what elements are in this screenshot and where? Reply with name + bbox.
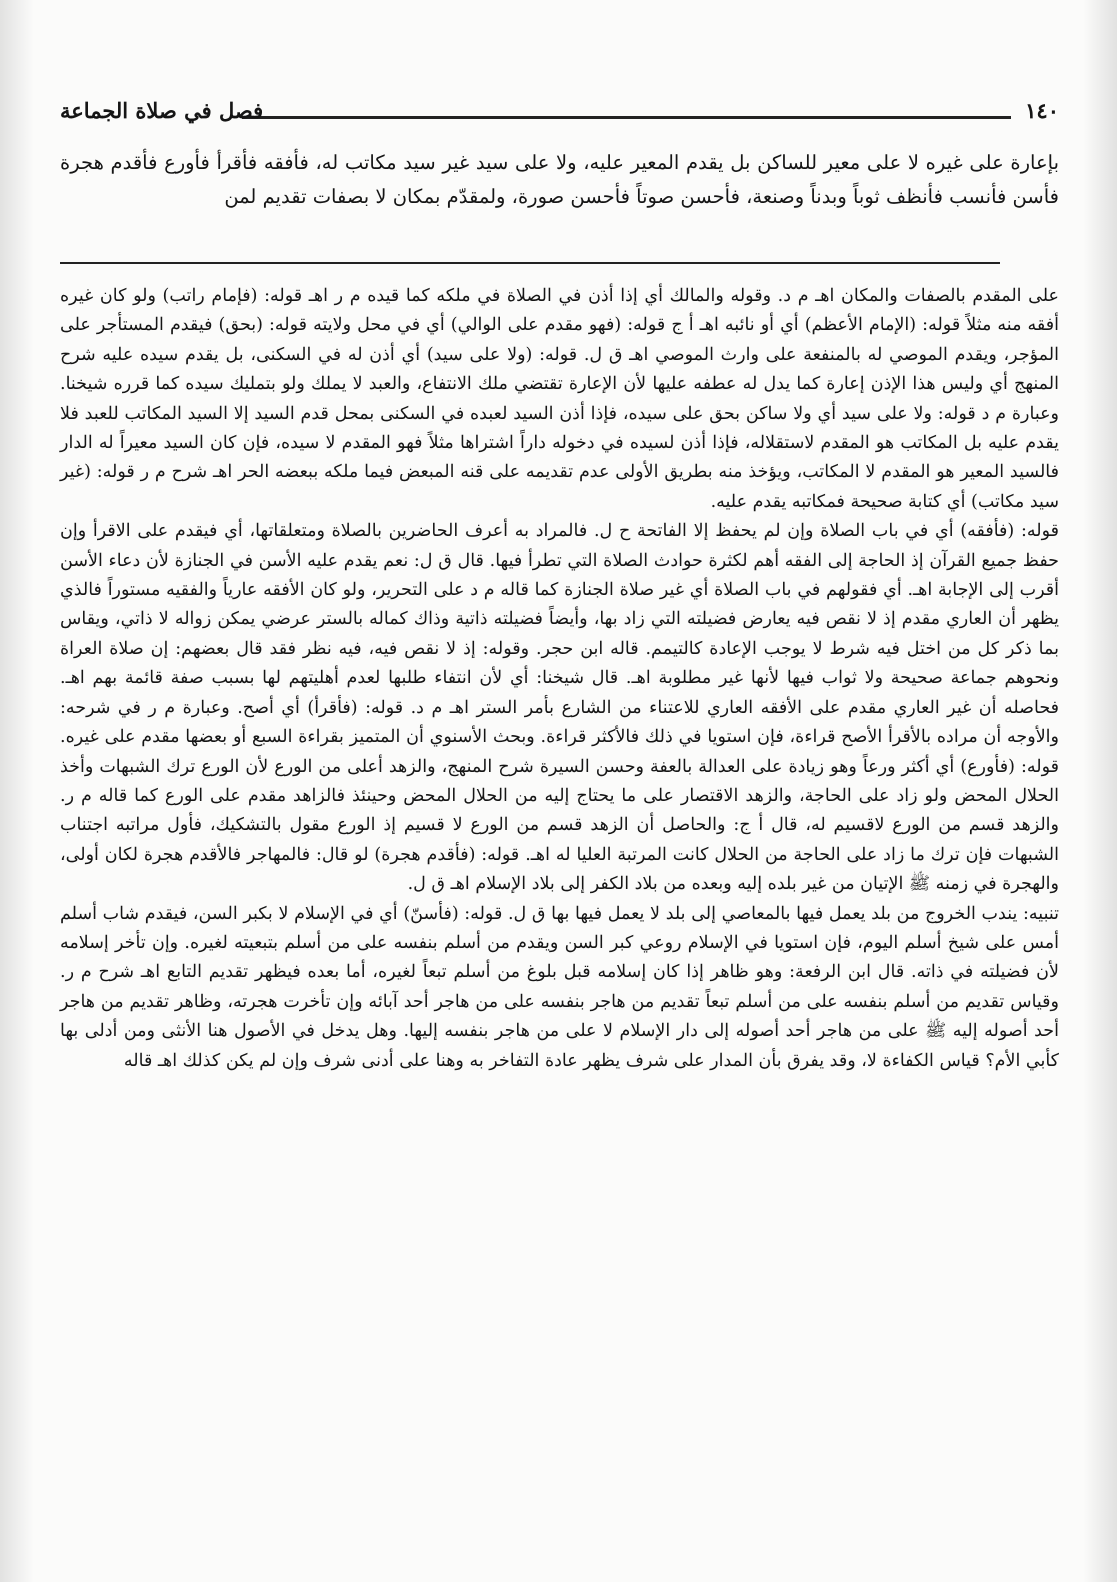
commentary-paragraph-1: على المقدم بالصفات والمكان اهـ م د. وقوله والمالك أي إذا أذن في الصلاة في ملكه كما قيده م ر اهـ قوله: (فإمام راتب) ولو كان غيره أفقه منه مثلاً قوله: (الإمام الأعظم) أي أو نائبه اهـ أ ج قوله: (فهو مقدم على الوالي) أي في محل ولايته قوله: (بحق) فيقدم المستأجر على المؤجر، ويقدم الموصي له بالمنفعة على وارث الموصي اهـ ق ل. قوله: (ولا على سيد) أي أذن له في السكنى، بل يقدم سيده عليه شرح المنهج أي وليس هذا الإذن إعارة كما يدل له عطفه عليها لأن الإعارة تقتضي ملك الانتفاع، والعبد لا يملك ولو بتمليك سيده كما قرره شيخنا. وعبارة م د قوله: ولا على سيد أي ولا ساكن بحق على سيده، فإذا أذن السيد لعبده في السكنى بمحل قدم السيد إلا السيد المكاتب للعبد فلا يقدم عليه بل المكاتب هو المقدم لاستقلاله، فإذا أذن لسيده في دخوله داراً اشتراها مثلاً فهو المقدم لا سيده، فإن كان السيد معيراً له الدار فالسيد المعير هو المقدم لا المكاتب، ويؤخذ منه بطريق الأولى عدم تقديمه على قنه المبعض فيما ملكه ببعضه الحر اهـ شرح م ر قوله: (غير سيد مكاتب) أي كتابة صحيحة فمكاتبه يقدم عليه. (60, 286, 1059, 512)
running-title: فصل في صلاة الجماعة (60, 98, 264, 123)
main-text-paragraph: بإعارة على غيره لا على معير للساكن بل يقدم المعير عليه، ولا على سيد غير سيد مكاتب له، فأفقه فأقرأ فأورع فأقدم هجرة فأسن فأنسب فأنظف ثوباً وبدناً وصنعة، فأحسن صوتاً فأحسن صورة، ولمقدّم بمكان لا بصفات تقديم لمن (60, 151, 1059, 208)
page-edge-shadow-left (0, 0, 34, 1582)
page-number: ١٤٠ (1025, 98, 1059, 123)
header-rule (242, 116, 1011, 119)
page-header (60, 96, 1059, 136)
footnote-divider (60, 262, 1000, 264)
main-text-block (60, 146, 1059, 214)
commentary-block (60, 282, 1059, 1076)
commentary-paragraph-2: قوله: (فأفقه) أي في باب الصلاة وإن لم يحفظ إلا الفاتحة ح ل. فالمراد به أعرف الحاضرين بالصلاة ومتعلقاتها، أي فيقدم على الاقرأ وإن حفظ جميع القرآن إذ الحاجة إلى الفقه أهم لكثرة حوادث الصلاة التي تطرأ فيها. قال ق ل: نعم يقدم عليه الأسن في الجنازة لأن دعاء الأسن أقرب إلى الإجابة اهـ. أي فقولهم في باب الصلاة أي غير صلاة الجنازة كما قاله م د على التحرير، ولو كان الأفقه عارياً والفقيه مستوراً فالذي يظهر أن العاري مقدم إذ لا نقص فيه يعارض فضيلته التي زاد بها، وأيضاً فضيلته ذاتية وذاك كماله بالستر عرضي يمكن زواله لا ذاتي، ويقاس بما ذكر كل من اختل فيه شرط لا يوجب الإعادة كالتيمم. قاله ابن حجر. وقوله: إذ لا نقص فيه، فيه نظر فقد قال بعضهم: إن صلاة العراة ونحوهم جماعة صحيحة ولا ثواب فيها لأنها غير مطلوبة اهـ. قال شيخنا: أي لأن انتفاء طلبها لعدم أهليتهم لها بسبب صفة قائمة بهم اهـ. فحاصله أن غير العاري مقدم على الأفقه العاري للاعتناء من الشارع بأمر الستر اهـ م د. قوله: (فأقرأ) أي أصح. وعبارة م ر في شرحه: والأوجه أن مراده بالأقرأ الأصح قراءة، فإن استويا في ذلك فالأكثر قراءة. وبحث الأسنوي أن المتميز بقراءة السبع أو بعضها مقدم على غيره. قوله: (فأورع) أي أكثر ورعاً وهو زيادة على العدالة بالعفة وحسن السيرة شرح المنهج، والزهد أعلى من الورع لأن الورع ترك الشبهات وأخذ الحلال المحض ولو زاد على الحاجة، والزهد الاقتصار على ما يحتاج إليه من الحلال المحض وحينئذ فالزاهد مقدم على الورع كما قاله م ر. والزهد قسم من الورع لاقسيم له، قال أ ج: والحاصل أن الزهد قسم من الورع لا قسيم إذ الورع مقول بالتشكيك، فأول مراتبه اجتناب الشبهات فإن ترك ما زاد على الحاجة من الحلال كانت المرتبة العليا له اهـ. قوله: (فأقدم هجرة) لو قال: فالمهاجر فالأقدم هجرة لكان أولى، والهجرة في زمنه ﷺ الإتيان من غير بلده إليه وبعده من بلاد الكفر إلى بلاد الإسلام اهـ ق ل. (60, 521, 1059, 895)
commentary-paragraph-3: تنبيه: يندب الخروج من بلد يعمل فيها بالمعاصي إلى بلد لا يعمل فيها بها ق ل. قوله: (فأسنّ) أي في الإسلام لا بكبر السن، فيقدم شاب أسلم أمس على شيخ أسلم اليوم، فإن استويا في الإسلام روعي كبر السن ويقدم من أسلم بنفسه على من أسلم بتبعيته لغيره. وإن تأخر إسلامه لأن فضيلته في ذاته. قال ابن الرفعة: وهو ظاهر إذا كان إسلامه قبل بلوغ من أسلم تبعاً لغيره، أما بعده فيظهر تقديم التابع اهـ شرح م ر. وقياس تقديم من أسلم بنفسه على من أسلم تبعاً تقديم من هاجر بنفسه على من هاجر أحد آبائه وإن تأخرت هجرته، وظاهر تقديم من هاجر أحد أصوله إليه ﷺ على من هاجر أحد أصوله إلى دار الإسلام لا على من هاجر بنفسه إليها. وهل يدخل في الأصول هنا الأنثى ومن أدلى بها كأبي الأم؟ قياس الكفاءة لا، وقد يفرق بأن المدار على شرف يظهر عادة التفاخر به وهنا على أدنى شرف وإن لم يكن كذلك اهـ قاله (60, 903, 1059, 1071)
page-edge-shadow-right (1083, 0, 1117, 1582)
